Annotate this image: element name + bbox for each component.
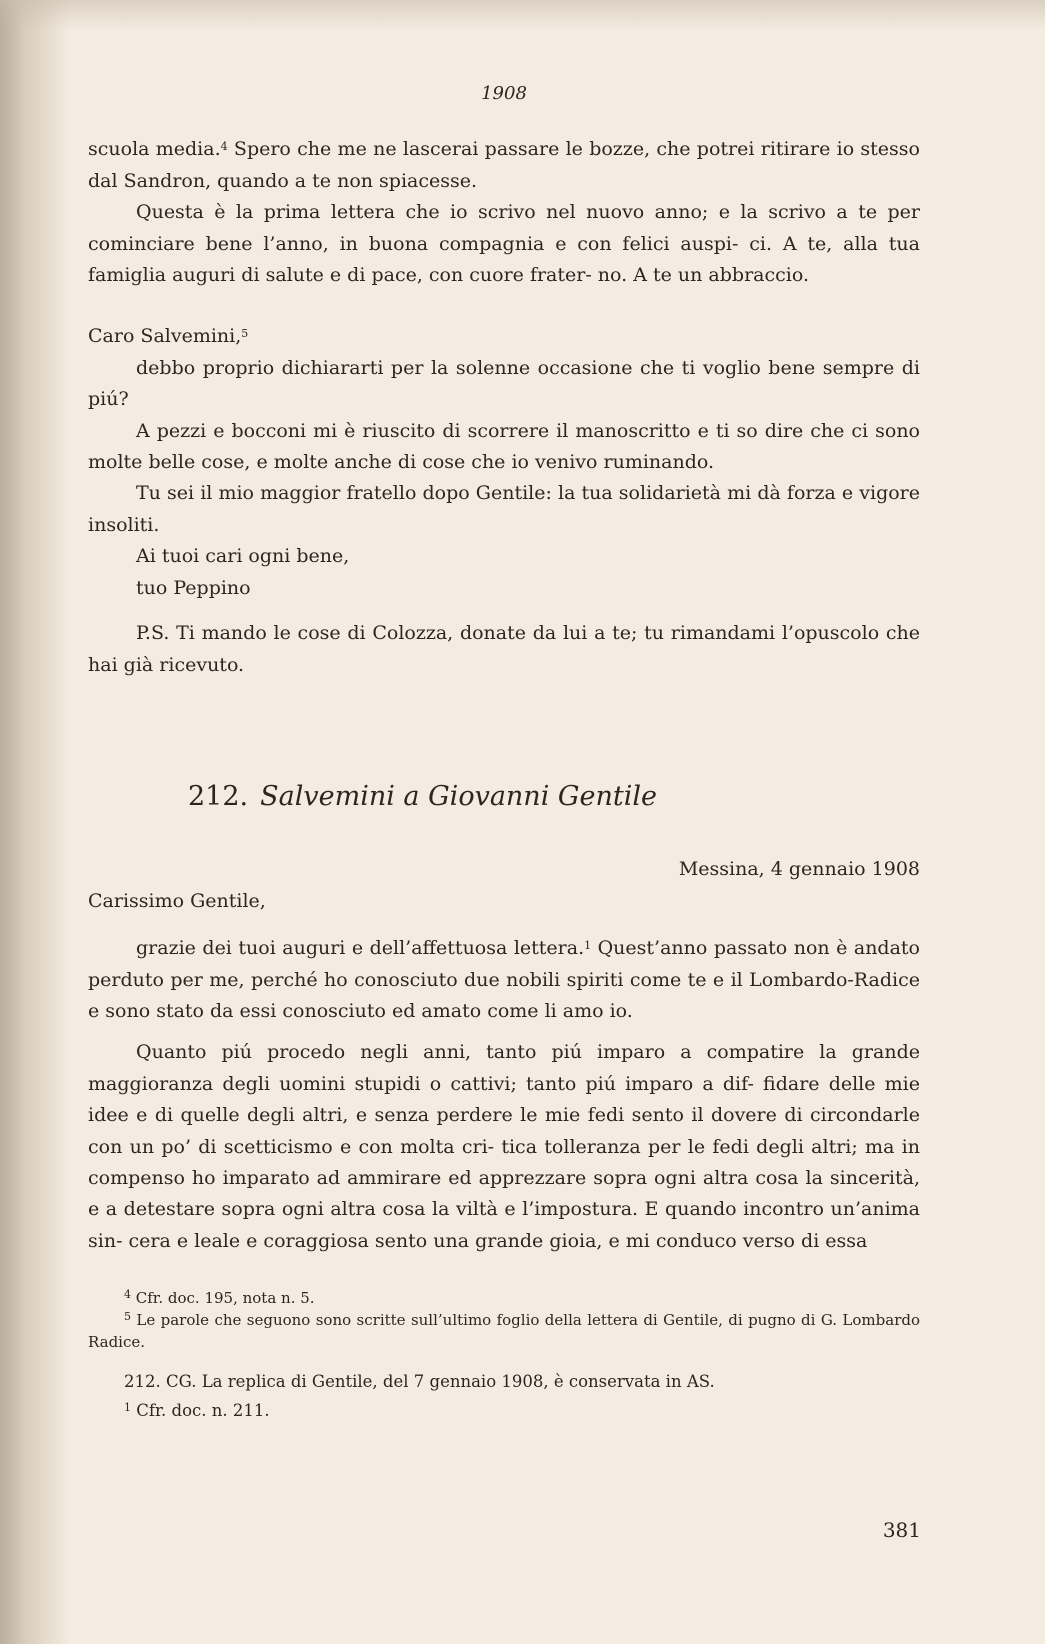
text: Quest’anno passato non è andato perduto per me, perché ho conosciuto due nobili spiriti come te e il Lombardo-Radice e sono stato da essi conosciuto ed amato come li amo io.	[88, 937, 920, 1022]
footnote-ref-4: 4	[220, 140, 228, 154]
paragraph: Questa è la prima lettera che io scrivo nel nuovo anno; e la scrivo a te per cominciare bene l’anno, in buona compagnia e con felici auspi- ci. A te, alla tua famiglia auguri di salute e di pace, con cuore frater- no. A te un abbraccio.	[88, 201, 920, 287]
footnote-1	[88, 1396, 920, 1425]
running-head: 1908	[481, 83, 527, 104]
footnote-ref-5: 5	[241, 327, 249, 341]
place-date: Messina, 4 gennaio 1908	[678, 858, 920, 881]
footnote-text: Le parole che seguono sono scritte sull’ultimo foglio della lettera di Gentile, di pugno di G. Lombardo Radice.	[88, 1311, 920, 1352]
section-heading	[188, 781, 920, 812]
page-gutter-shadow	[0, 0, 70, 1644]
paragraph: A pezzi e bocconi mi è riuscito di scorrere il manoscritto e ti so dire che ci sono molte belle cose, e molte anche di cose che io venivo ruminando.	[88, 419, 920, 474]
page-number: 381	[882, 1518, 921, 1542]
paragraph: debbo proprio dichiararti per la solenne occasione che ti voglio bene sempre di piú?	[88, 356, 920, 411]
footnote-text: Cfr. doc. 195, nota n. 5.	[135, 1289, 315, 1308]
footnote-mark: 1	[124, 1401, 131, 1415]
text: scuola media.	[88, 138, 221, 161]
note-212: 212. CG. La replica di Gentile, del 7 gennaio 1908, è conservata in AS.	[124, 1372, 715, 1392]
page-body	[88, 78, 920, 1425]
paragraph	[88, 933, 920, 1027]
note-block-212	[88, 1367, 920, 1425]
spacer	[88, 291, 920, 321]
continued-paragraph	[88, 134, 920, 197]
closing-line: Ai tuoi cari ogni bene,	[136, 545, 350, 568]
footnote-text: Cfr. doc. n. 211.	[136, 1401, 270, 1421]
footnote-mark: 4	[124, 1288, 131, 1302]
section-title: Salvemini a Giovanni Gentile	[260, 780, 657, 812]
footnote-5	[88, 1309, 920, 1353]
spacer	[88, 917, 920, 933]
page-top-shadow	[0, 0, 1045, 30]
footnote-ref-1: 1	[584, 939, 592, 953]
section-number: 212.	[188, 780, 249, 812]
footnote-4	[88, 1287, 920, 1309]
letter-salutation: Carissimo Gentile,	[88, 889, 266, 912]
salutation-text: Caro Salvemini,	[88, 325, 242, 348]
footnotes	[88, 1287, 920, 1425]
footnote-mark: 5	[124, 1310, 131, 1324]
signature: tuo Peppino	[136, 576, 251, 599]
text: grazie dei tuoi auguri e dell’affettuosa lettera.	[136, 937, 585, 960]
paragraph: Quanto piú procedo negli anni, tanto piú imparo a compatire la grande maggioranza degli uomini stupidi o cattivi; tanto piú imparo a dif- fidare delle mie idee e di quelle degli altri, e senza perdere le mie fedi sento il dovere di circondarle con un po’ di scetticismo e con molta cri- tica tolleranza per le fedi degli altri; ma in compenso ho imparato ad ammirare ed apprezzare sopra ogni altra cosa la sincerità, e a detestare sopra ogni altra cosa la viltà e l’impostura. E quando incontro un’anima sin- cera e leale e coraggiosa sento una grande gioia, e mi conduco verso di essa	[88, 1041, 920, 1252]
letter-salutation	[88, 321, 920, 352]
paragraph: Tu sei il mio maggior fratello dopo Gentile: la tua solidarietà mi dà forza e vigore insoliti.	[88, 482, 920, 536]
postscript: P.S. Ti mando le cose di Colozza, donate da lui a te; tu rimandami l’opuscolo che hai già ricevuto.	[88, 622, 920, 676]
text: Spero che me ne lascerai passare le bozze, che potrei ritirare io stesso dal Sandron, quando a te non spiacesse.	[88, 138, 920, 192]
